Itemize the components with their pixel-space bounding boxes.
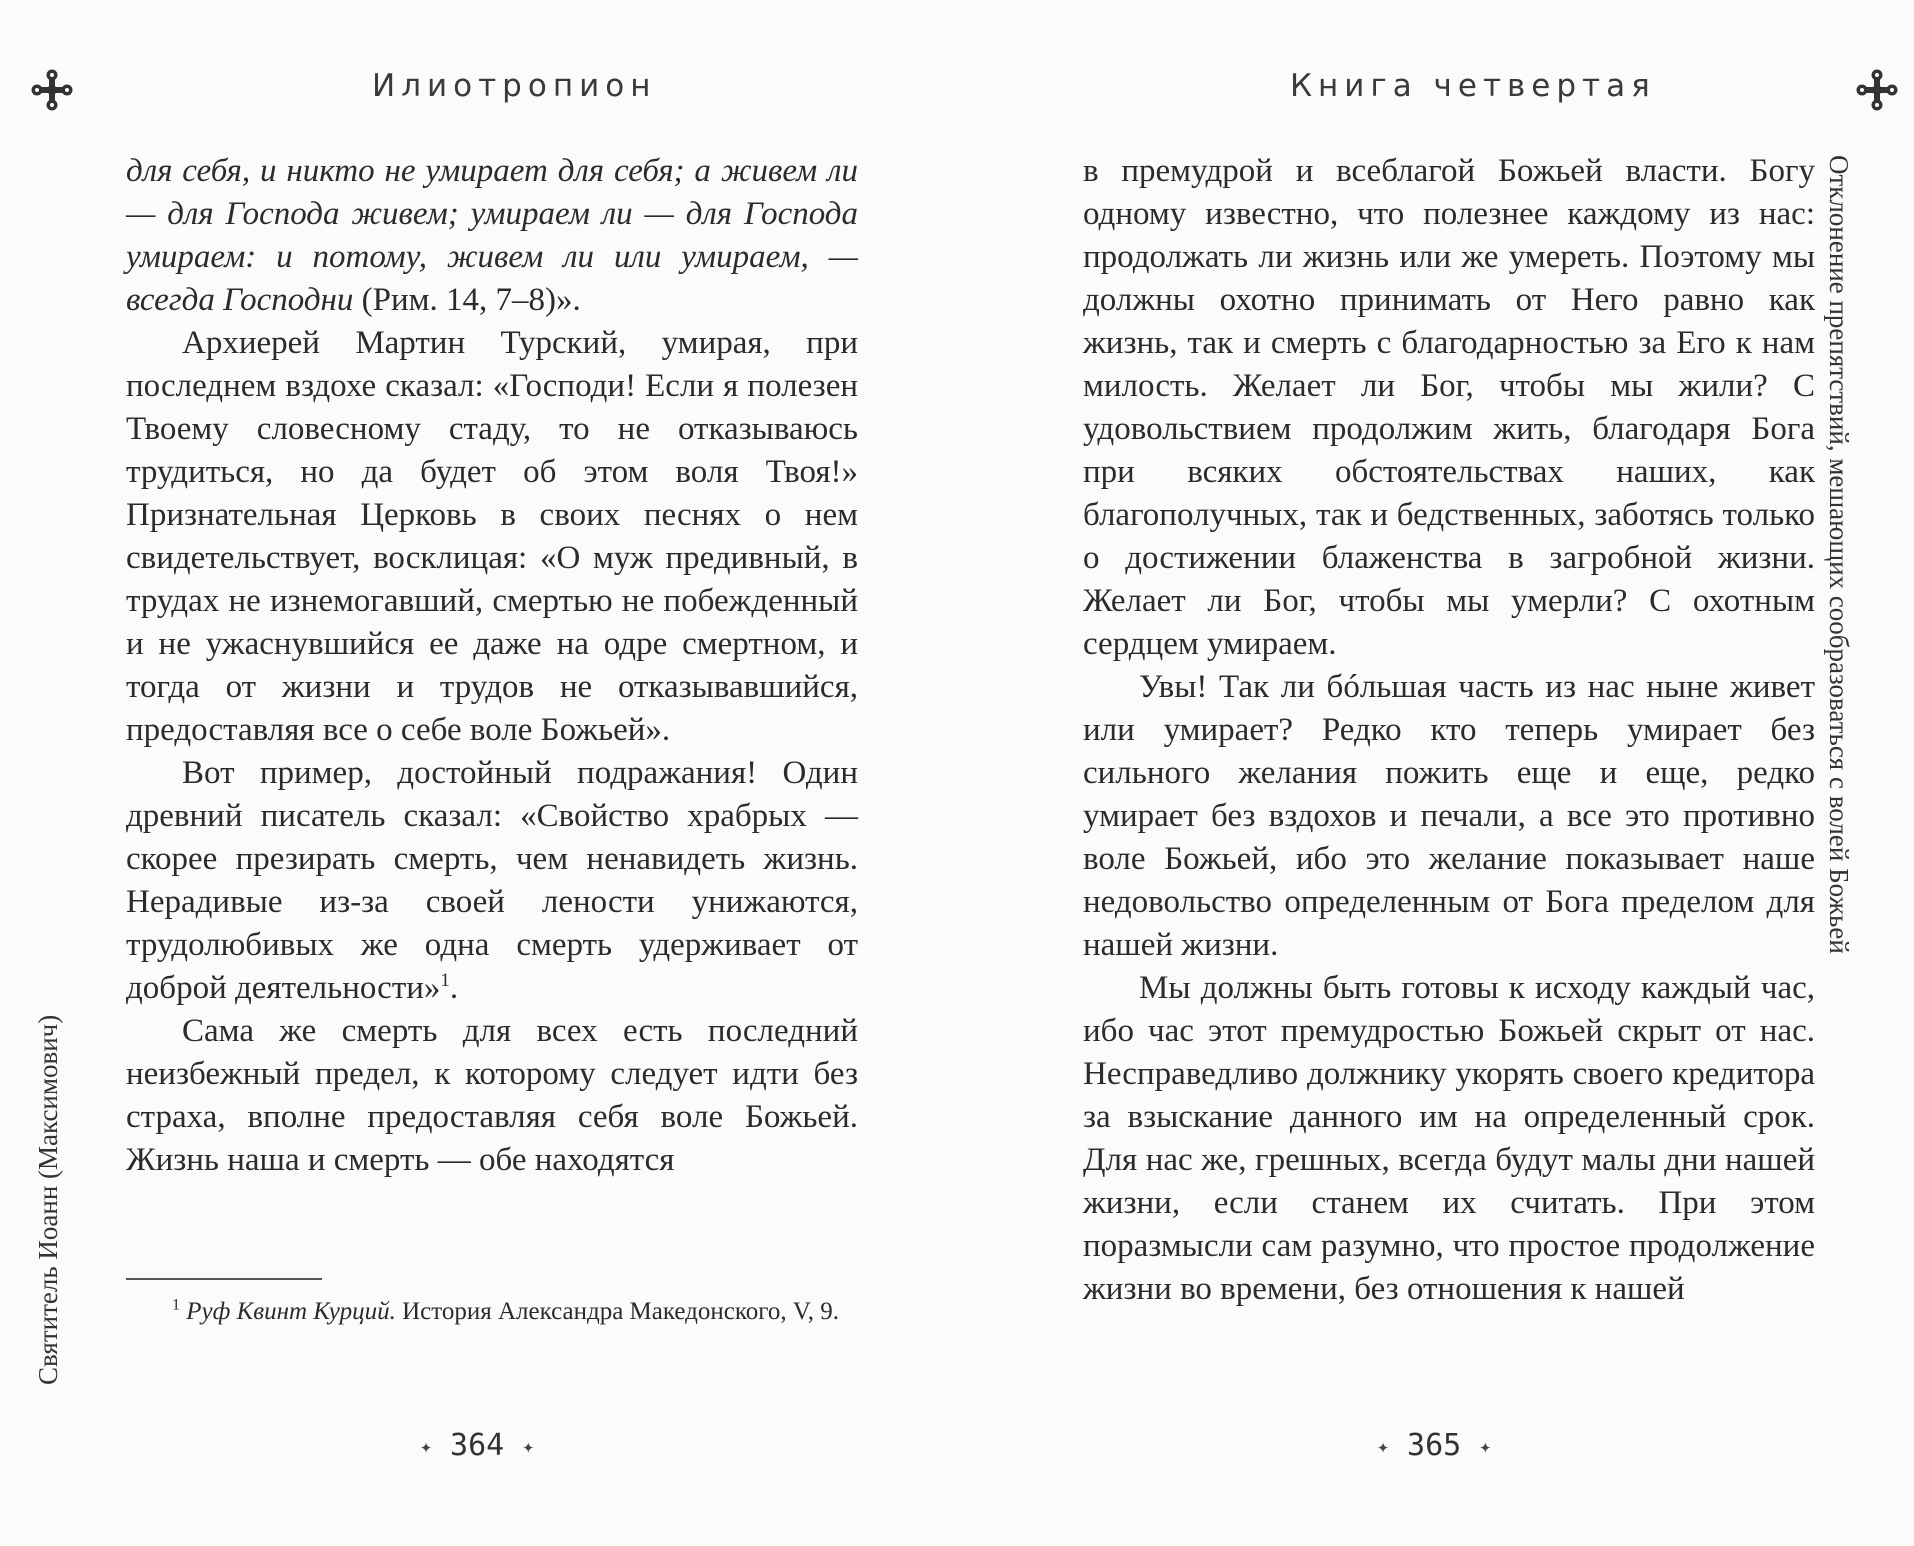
paragraph: Мы должны быть готовы к исходу каждый час, ибо час этот премудростью Божьей скрыт от нас. Несправедливо должнику укорять своего кредитора за взыскание данного им на определенный срок. Для нас же, грешных, всегда будут малы дни нашей жизни, если станем их считать. При этом поразмысли сам разумно, что простое продолжение жизни во времени, без отношения к нашей xyxy=(1083,970,1815,1307)
page-number-value: 365 xyxy=(1407,1428,1462,1463)
star-icon: ✦ xyxy=(522,1433,535,1458)
footnote-mark[interactable]: 1 xyxy=(440,970,450,991)
paragraph xyxy=(126,752,858,1010)
footnote-rule xyxy=(126,1278,322,1280)
right-page xyxy=(957,0,1914,1546)
paragraph: Архиерей Мартин Турский, умирая, при последнем вздохе сказал: «Господи! Если я полезен Твоему словесному стаду, то не отказываюсь трудиться, но да будет об этом воля Твоя!» Признательная Церковь в своих песнях о нем свидетельствует, восклицая: «О муж предивный, в трудах не изнемогавший, смертью не побежденный и не ужаснувшийся ее даже на одре смертном, и тогда от жизни и трудов не отказывавшийся, предоставляя все о себе воле Божьей». xyxy=(126,325,858,748)
quote-reference: (Рим. 14, 7–8)». xyxy=(353,282,581,318)
cross-ornament-icon xyxy=(30,68,74,112)
footnote xyxy=(126,1295,858,1329)
page-number xyxy=(1377,1428,1491,1463)
star-icon: ✦ xyxy=(1377,1433,1390,1458)
star-icon: ✦ xyxy=(420,1433,433,1458)
star-icon: ✦ xyxy=(1479,1433,1492,1458)
paragraph-end: . xyxy=(449,970,459,1006)
side-title: Святитель Иоанн (Максимович) xyxy=(33,1014,63,1385)
paragraph-text: Вот пример, достойный подражания! Один древний писатель сказал: «Свойство храбрых — скорее презирать смерть, чем ненавидеть жизнь. Нерадивые из-за своей лености унижаются, трудолюбивых же одна смерть удерживает от доброй деятельности» xyxy=(126,755,858,1006)
running-head: Книга четвертая xyxy=(1290,68,1656,104)
quote-italic: для себя, и никто не умирает для себя; а живем ли — для Господа живем; умираем ли — для Господа умираем: и потому, живем ли или умираем, — всегда Господни xyxy=(126,153,858,318)
cross-ornament-icon xyxy=(1855,68,1899,112)
page-number xyxy=(420,1428,534,1463)
running-head: Илиотропион xyxy=(372,68,657,104)
footnote-text: История Александра Македонского, V, 9. xyxy=(395,1298,839,1325)
side-title: Отклонение препятствий, мешающих сообразоваться с волей Божьей xyxy=(1824,155,1854,954)
paragraph-quote xyxy=(126,150,858,322)
paragraph: в премудрой и всеблагой Божьей власти. Богу одному известно, что полезнее каждому из нас: продолжать ли жизнь или же умереть. Поэтому мы должны охотно принимать от Него равно как жизнь, так и смерть с благодарностью за Его к нам милость. Желает ли Бог, чтобы мы жили? С удовольствием продолжим жить, благодаря Бога при всяких обстоятельствах наших, как благополучных, так и бедственных, заботясь только о достижении блаженства в загробной жизни. Желает ли Бог, чтобы мы умерли? С охотным сердцем умираем. xyxy=(1083,153,1815,662)
main-text xyxy=(126,150,858,1182)
paragraph: Сама же смерть для всех есть последний неизбежный предел, к которому следует идти без страха, вполне предоставляя себя воле Божьей. Жизнь наша и смерть — обе находятся xyxy=(126,1013,858,1178)
main-text xyxy=(1083,150,1815,1311)
paragraph: Увы! Так ли бóльшая часть из нас ныне живет или умирает? Редко кто теперь умирает без сильного желания пожить еще и еще, редко умирает без вздохов и печали, а все это противно воле Божьей, ибо это желание показывает наше недовольство определенным от Бога пределом для нашей жизни. xyxy=(1083,669,1815,963)
footnote-number: 1 xyxy=(172,1296,180,1314)
footnote-author: Руф Квинт Курций. xyxy=(186,1298,396,1325)
page-number-value: 364 xyxy=(450,1428,505,1463)
